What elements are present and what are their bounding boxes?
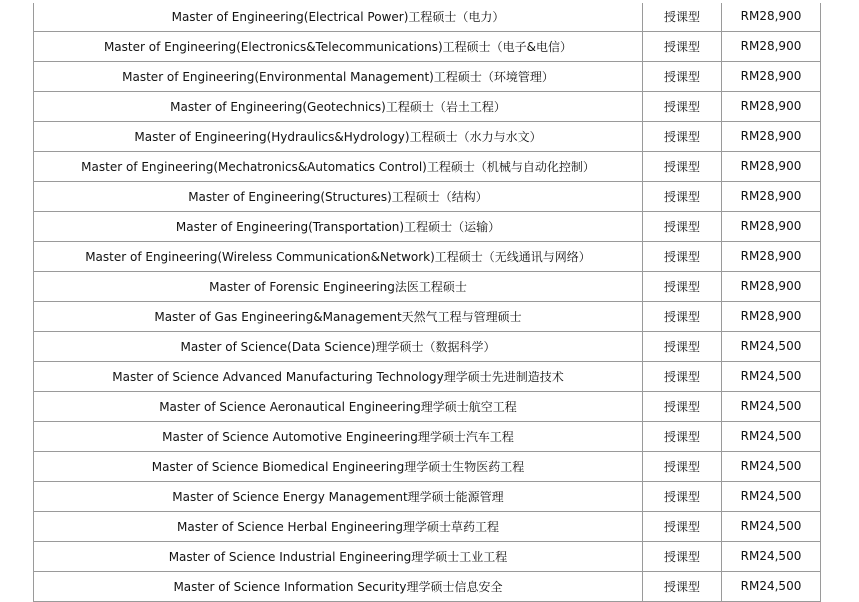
table-row	[34, 182, 821, 212]
tuition-fee-cell: RM24,500	[722, 572, 821, 602]
program-type-cell: 授课型	[643, 242, 722, 272]
program-name-cell: Master of Engineering(Mechatronics&Automatics Control)工程硕士（机械与自动化控制）	[34, 152, 643, 182]
program-name-cell: Master of Science(Data Science)理学硕士（数据科学）	[34, 332, 643, 362]
program-name-cell: Master of Forensic Engineering法医工程硕士	[34, 272, 643, 302]
tuition-fee-cell: RM28,900	[722, 62, 821, 92]
table-row	[34, 212, 821, 242]
program-type-cell: 授课型	[643, 152, 722, 182]
tuition-fee-cell: RM28,900	[722, 3, 821, 32]
tuition-fee-cell: RM28,900	[722, 242, 821, 272]
tuition-fee-cell: RM28,900	[722, 32, 821, 62]
table-row	[34, 542, 821, 572]
program-type-cell: 授课型	[643, 92, 722, 122]
tuition-fee-cell: RM28,900	[722, 182, 821, 212]
table-row	[34, 392, 821, 422]
program-name-cell: Master of Engineering(Transportation)工程硕士（运输）	[34, 212, 643, 242]
table-row	[34, 332, 821, 362]
program-type-cell: 授课型	[643, 422, 722, 452]
tuition-fee-cell: RM24,500	[722, 482, 821, 512]
tuition-fee-cell: RM28,900	[722, 152, 821, 182]
program-name-cell: Master of Engineering(Electrical Power)工程硕士（电力）	[34, 3, 643, 32]
tuition-fee-cell: RM28,900	[722, 122, 821, 152]
program-name-cell: Master of Science Information Security理学硕士信息安全	[34, 572, 643, 602]
table-row	[34, 242, 821, 272]
table-row	[34, 422, 821, 452]
program-type-cell: 授课型	[643, 332, 722, 362]
program-name-cell: Master of Engineering(Wireless Communication&Network)工程硕士（无线通讯与网络）	[34, 242, 643, 272]
program-type-cell: 授课型	[643, 362, 722, 392]
table-row	[34, 482, 821, 512]
table-row	[34, 512, 821, 542]
program-type-cell: 授课型	[643, 452, 722, 482]
table-row	[34, 152, 821, 182]
table-row	[34, 62, 821, 92]
program-type-cell: 授课型	[643, 542, 722, 572]
program-name-cell: Master of Science Advanced Manufacturing Technology理学硕士先进制造技术	[34, 362, 643, 392]
program-name-cell: Master of Engineering(Geotechnics)工程硕士（岩土工程）	[34, 92, 643, 122]
program-type-cell: 授课型	[643, 272, 722, 302]
tuition-fee-cell: RM24,500	[722, 512, 821, 542]
program-name-cell: Master of Gas Engineering&Management天然气工程与管理硕士	[34, 302, 643, 332]
table-body	[34, 3, 821, 602]
table-row	[34, 362, 821, 392]
tuition-fee-cell: RM28,900	[722, 302, 821, 332]
table-row	[34, 92, 821, 122]
table-row	[34, 452, 821, 482]
tuition-fee-cell: RM24,500	[722, 452, 821, 482]
tuition-fee-cell: RM24,500	[722, 332, 821, 362]
tuition-fee-cell: RM24,500	[722, 422, 821, 452]
program-type-cell: 授课型	[643, 3, 722, 32]
tuition-fee-cell: RM24,500	[722, 542, 821, 572]
program-name-cell: Master of Science Herbal Engineering理学硕士草药工程	[34, 512, 643, 542]
program-type-cell: 授课型	[643, 572, 722, 602]
table-row	[34, 572, 821, 602]
program-name-cell: Master of Science Energy Management理学硕士能源管理	[34, 482, 643, 512]
program-type-cell: 授课型	[643, 182, 722, 212]
table-row	[34, 3, 821, 32]
program-name-cell: Master of Science Industrial Engineering理学硕士工业工程	[34, 542, 643, 572]
program-type-cell: 授课型	[643, 32, 722, 62]
table-row	[34, 32, 821, 62]
tuition-fee-cell: RM24,500	[722, 392, 821, 422]
program-type-cell: 授课型	[643, 62, 722, 92]
program-type-cell: 授课型	[643, 512, 722, 542]
program-name-cell: Master of Engineering(Structures)工程硕士（结构）	[34, 182, 643, 212]
program-type-cell: 授课型	[643, 302, 722, 332]
program-name-cell: Master of Science Automotive Engineering理学硕士汽车工程	[34, 422, 643, 452]
program-fee-table	[33, 3, 820, 602]
program-name-cell: Master of Science Biomedical Engineering理学硕士生物医药工程	[34, 452, 643, 482]
program-name-cell: Master of Engineering(Hydraulics&Hydrology)工程硕士（水力与水文）	[34, 122, 643, 152]
program-type-cell: 授课型	[643, 122, 722, 152]
table	[33, 3, 821, 602]
tuition-fee-cell: RM28,900	[722, 212, 821, 242]
program-name-cell: Master of Engineering(Electronics&Telecommunications)工程硕士（电子&电信）	[34, 32, 643, 62]
table-row	[34, 302, 821, 332]
program-type-cell: 授课型	[643, 212, 722, 242]
tuition-fee-cell: RM28,900	[722, 92, 821, 122]
table-row	[34, 272, 821, 302]
tuition-fee-cell: RM28,900	[722, 272, 821, 302]
program-type-cell: 授课型	[643, 392, 722, 422]
program-name-cell: Master of Science Aeronautical Engineering理学硕士航空工程	[34, 392, 643, 422]
program-name-cell: Master of Engineering(Environmental Management)工程硕士（环境管理）	[34, 62, 643, 92]
tuition-fee-cell: RM24,500	[722, 362, 821, 392]
table-row	[34, 122, 821, 152]
program-type-cell: 授课型	[643, 482, 722, 512]
